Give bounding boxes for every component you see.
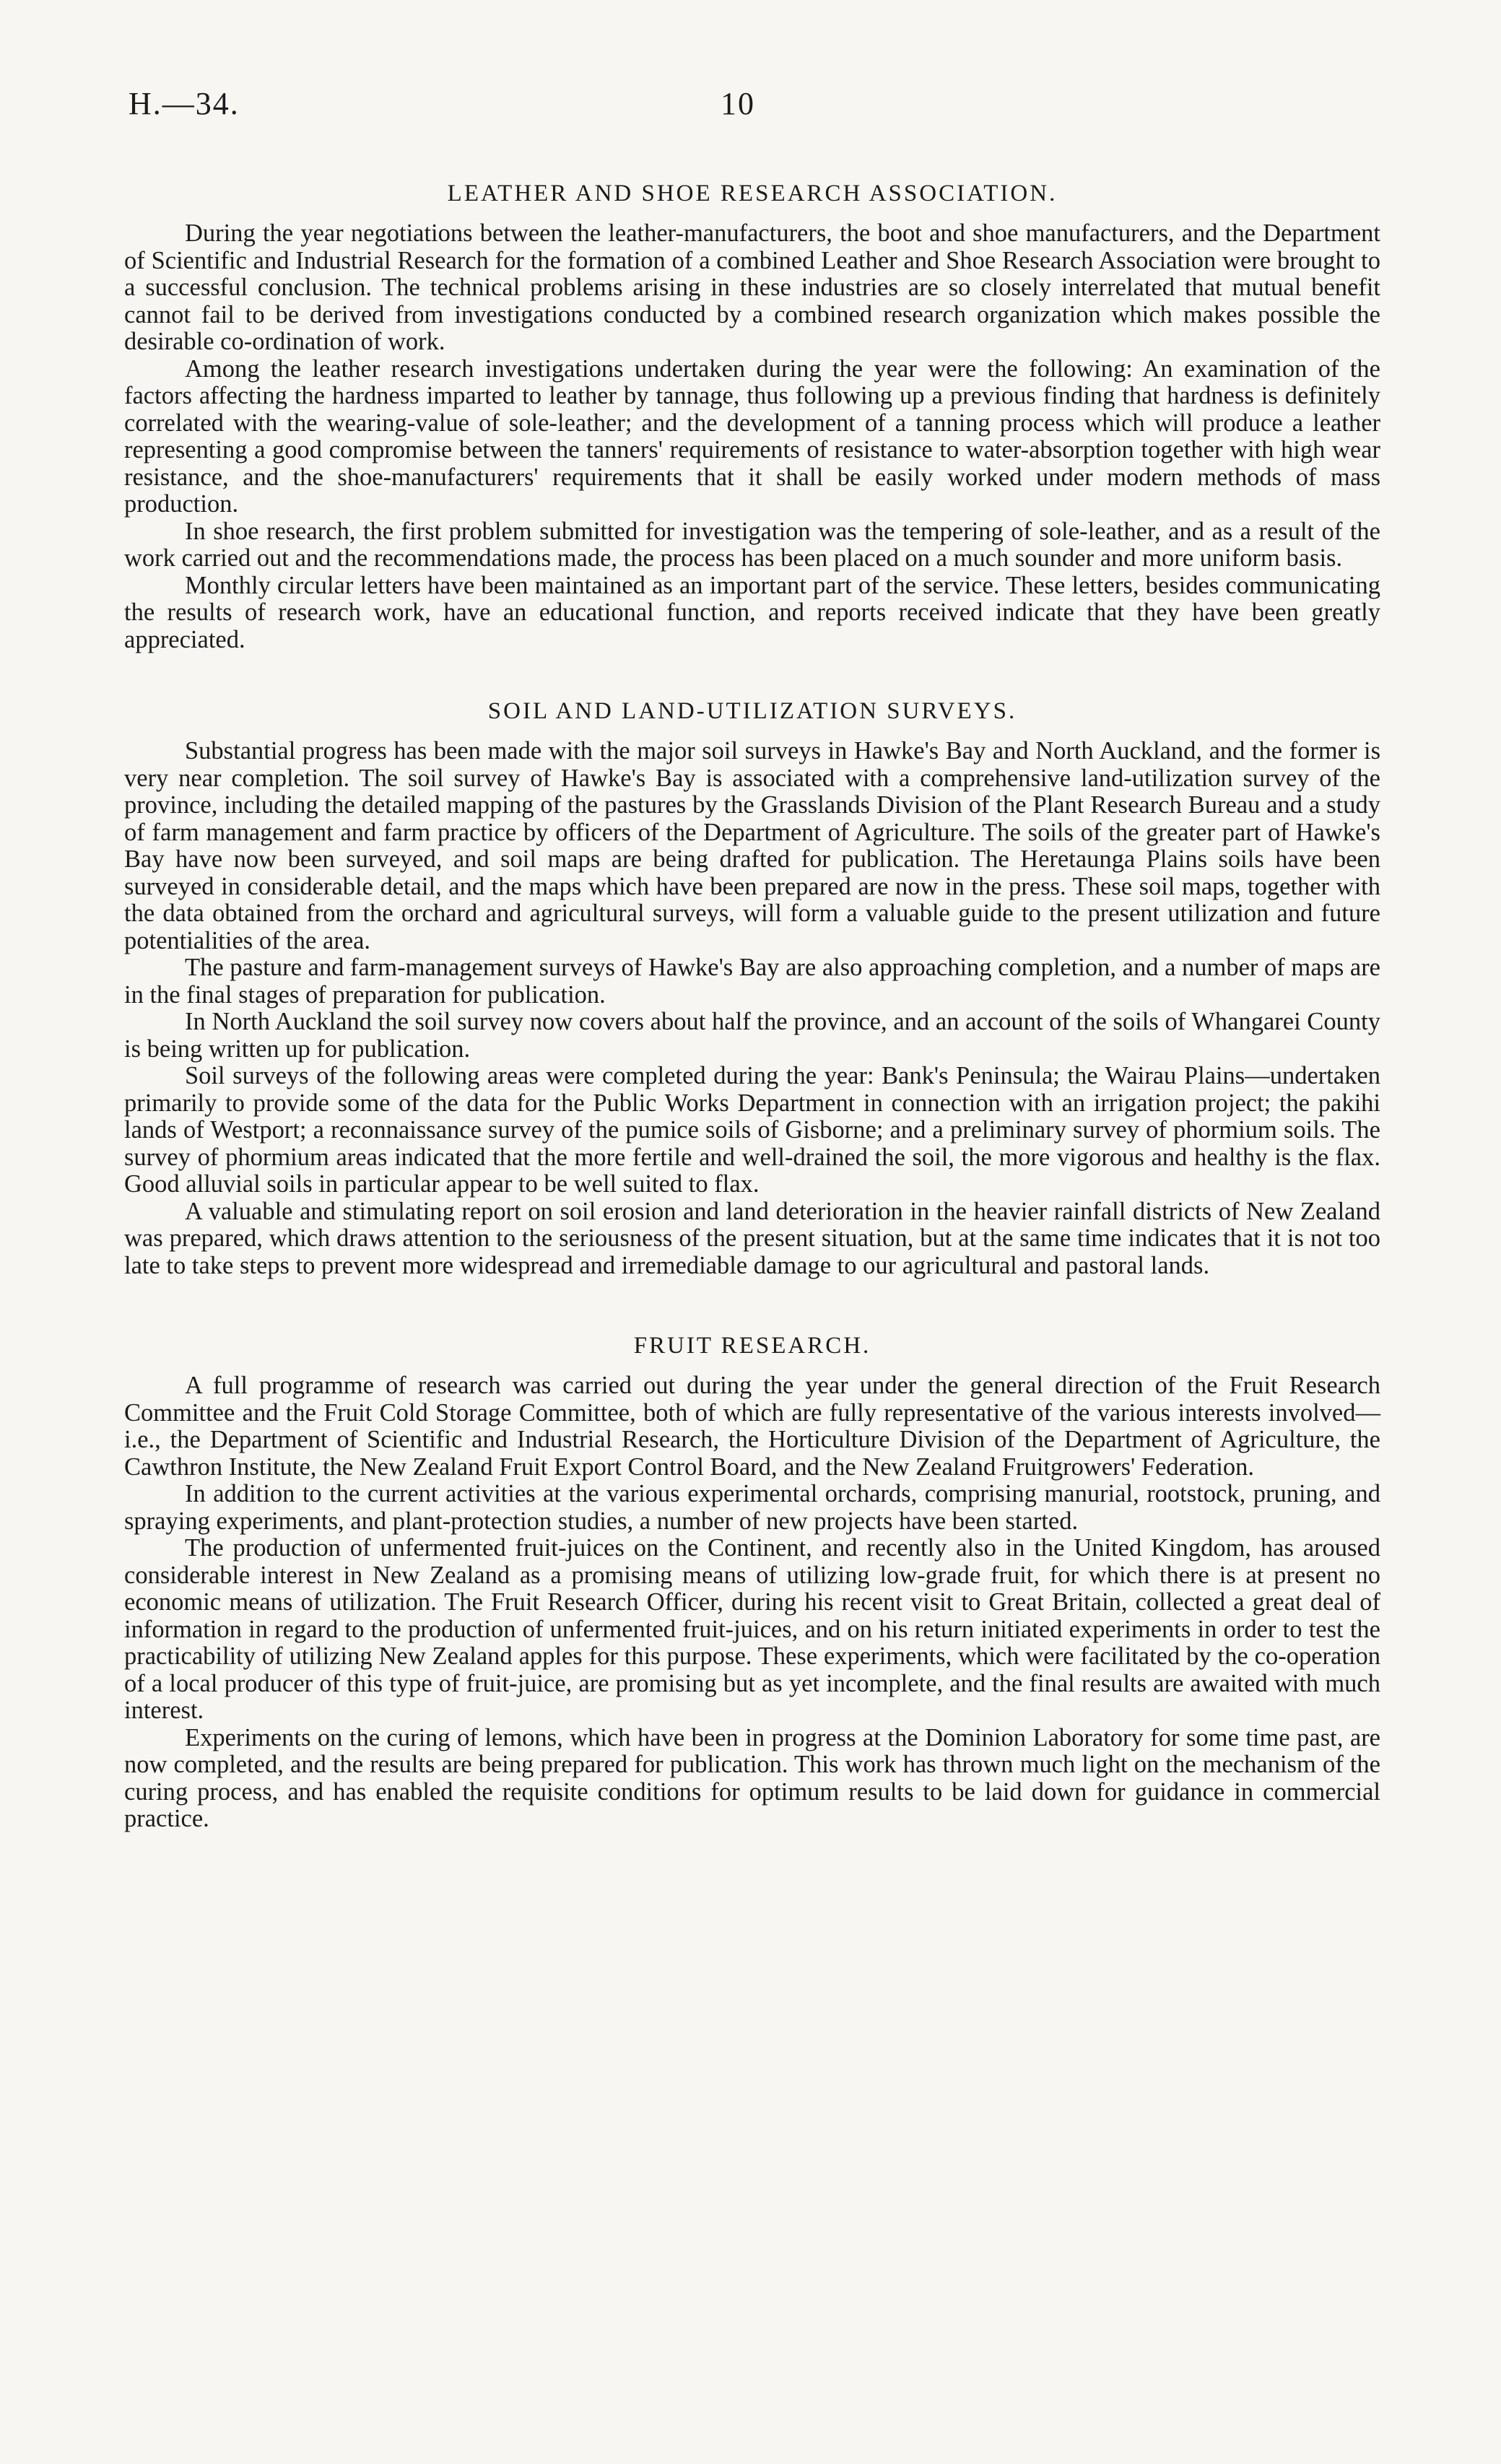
paragraph: The pasture and farm-management surveys of Hawke's Bay are also approaching completion, and a number of maps are in the final stages of preparation for publication. [124,954,1380,1009]
section-spacer [124,653,1380,698]
running-header [129,85,1372,129]
paragraph: Experiments on the curing of lemons, which have been in progress at the Dominion Laboratory for some time past, are now completed, and the results are being prepared for publication. This work has thrown much light on the mechanism of the curing process, and has enabled the requisite conditions for optimum results to be laid down for guidance in commercial practice. [124,1723,1380,1832]
section-title: SOIL AND LAND-UTILIZATION SURVEYS. [487,698,1017,724]
document-reference: H.—34. [129,86,240,121]
paragraph: Soil surveys of the following areas were completed during the year: Bank's Peninsula; the Wairau Plains—undertaken primarily to provide some of the data for the Public Works Department in connection with an irrigation project; the pakihi lands of Westport; a reconnaissance survey of the pumice soils of Gisborne; and a preliminary survey of phormium soils. The survey of phormium areas indicated that the more fertile and well-drained the soil, the more vigorous and healthy is the flax. Good alluvial soils in particular appear to be well suited to flax. [124,1062,1380,1198]
section-leather-shoe-research [124,180,1380,653]
section-soil-land-utilization [124,698,1380,1279]
paragraph: Substantial progress has been made with the major soil surveys in Hawke's Bay and North Auckland, and the former is very near completion. The soil survey of Hawke's Bay is associated with a comprehensive land-utilization survey of the province, including the detailed mapping of the pastures by the Grasslands Division of the Plant Research Bureau and a study of farm management and farm practice by officers of the Department of Agriculture. The soils of the greater part of Hawke's Bay have now been surveyed, and soil maps are being drafted for publication. The Heretaunga Plains soils have been surveyed in considerable detail, and the maps which have been prepared are now in the press. These soil maps, together with the data obtained from the orchard and agricultural surveys, will form a valuable guide to the present utilization and future potentialities of the area. [124,737,1380,954]
document-body [124,180,1380,1833]
paragraph: Monthly circular letters have been maintained as an important part of the service. These letters, besides communicating the results of research work, have an educational function, and reports received indicate that they have been greatly appreciated. [124,571,1380,653]
paragraph: A valuable and stimulating report on soil erosion and land deterioration in the heavier rainfall districts of New Zealand was prepared, which draws attention to the seriousness of the present situation, but at the same time indicates that it is not too late to take steps to prevent more widespread and irremediable damage to our agricultural and pastoral lands. [124,1197,1380,1279]
section-spacer [124,1279,1380,1333]
paragraph: During the year negotiations between the leather-manufacturers, the boot and shoe manufacturers, and the Department of Scientific and Industrial Research for the formation of a combined Leather and Shoe Research Association were brought to a successful conclusion. The technical problems arising in these industries are so closely interrelated that mutual benefit cannot fail to be derived from investigations conducted by a combined research organization which makes possible the desirable co-ordination of work. [124,219,1380,355]
paragraph: The production of unfermented fruit-juices on the Continent, and recently also in the United Kingdom, has aroused considerable interest in New Zealand as a promising means of utilizing low-grade fruit, for which there is at present no economic means of utilization. The Fruit Research Officer, during his recent visit to Great Britain, collected a great deal of information in regard to the production of unfermented fruit-juices, and on his return initiated experiments in order to test the practicability of utilizing New Zealand apples for this purpose. These experiments, which were facilitated by the co-operation of a local producer of this type of fruit-juice, are promising but as yet incomplete, and the final results are awaited with much interest. [124,1534,1380,1724]
paragraph: A full programme of research was carried out during the year under the general direction of the Fruit Research Committee and the Fruit Cold Storage Committee, both of which are fully representative of the various interests involved—i.e., the Department of Scientific and Industrial Research, the Horticulture Division of the Department of Agriculture, the Cawthron Institute, the New Zealand Fruit Export Control Board, and the New Zealand Fruitgrowers' Federation. [124,1372,1380,1481]
section-title: LEATHER AND SHOE RESEARCH ASSOCIATION. [447,180,1058,206]
page-number: 10 [721,86,755,121]
section-fruit-research [124,1333,1380,1833]
section-title: FRUIT RESEARCH. [633,1333,871,1359]
paragraph: In addition to the current activities at the various experimental orchards, comprising manurial, rootstock, pruning, and spraying experiments, and plant-protection studies, a number of new projects have been started. [124,1480,1380,1535]
paragraph: In shoe research, the first problem submitted for investigation was the tempering of sole-leather, and as a result of the work carried out and the recommendations made, the process has been placed on a much sounder and more uniform basis. [124,517,1380,572]
paragraph: In North Auckland the soil survey now covers about half the province, and an account of the soils of Whangarei County is being written up for publication. [124,1008,1380,1063]
paragraph: Among the leather research investigations undertaken during the year were the following: An examination of the factors affecting the hardness imparted to leather by tannage, thus following up a previous finding that hardness is definitely correlated with the wearing-value of sole-leather; and the development of a tanning process which will produce a leather representing a good compromise between the tanners' requirements of resistance to water-absorption together with high wear resistance, and the shoe-manufacturers' requirements that it shall be easily worked under modern methods of mass production. [124,354,1380,518]
